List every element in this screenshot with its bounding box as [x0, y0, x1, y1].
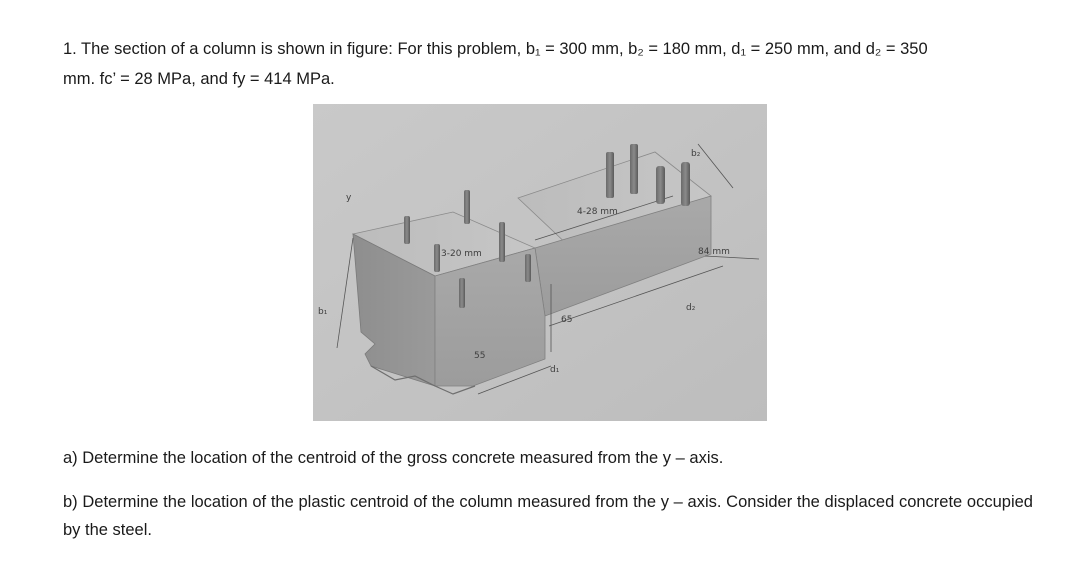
problem-line-1: 1. The section of a column is shown in figure: For this problem, b₁ = 300 mm, b₂ = 180 mm, d₁ = 250 mm, and d₂ = 350	[63, 40, 928, 58]
b1-label: b₁	[318, 307, 328, 317]
column-section-photo	[313, 104, 767, 421]
d1-label: d₁	[550, 365, 560, 375]
cover-65-label: 65	[561, 315, 573, 325]
problem-line-2: mm. fc’ = 28 MPa, and fy = 414 MPa.	[63, 70, 335, 88]
column-section-figure	[313, 104, 767, 421]
question-b: b) Determine the location of the plastic centroid of the column measured from the y – axis. Consider the displaced concrete occupied by the steel.	[63, 493, 1033, 539]
cover-55-label: 55	[474, 351, 486, 361]
y-axis-label: y	[346, 193, 352, 203]
d2-label: d₂	[686, 303, 696, 313]
left-bars-label: 3-20 mm	[441, 249, 482, 259]
bar-offset-label: 84 mm	[698, 247, 730, 257]
question-a: a) Determine the location of the centroid of the gross concrete measured from the y – axis.	[63, 449, 724, 467]
top-bars-label: 4-28 mm	[577, 207, 618, 217]
b2-label: b₂	[691, 149, 701, 159]
problem-statement	[63, 34, 1023, 94]
